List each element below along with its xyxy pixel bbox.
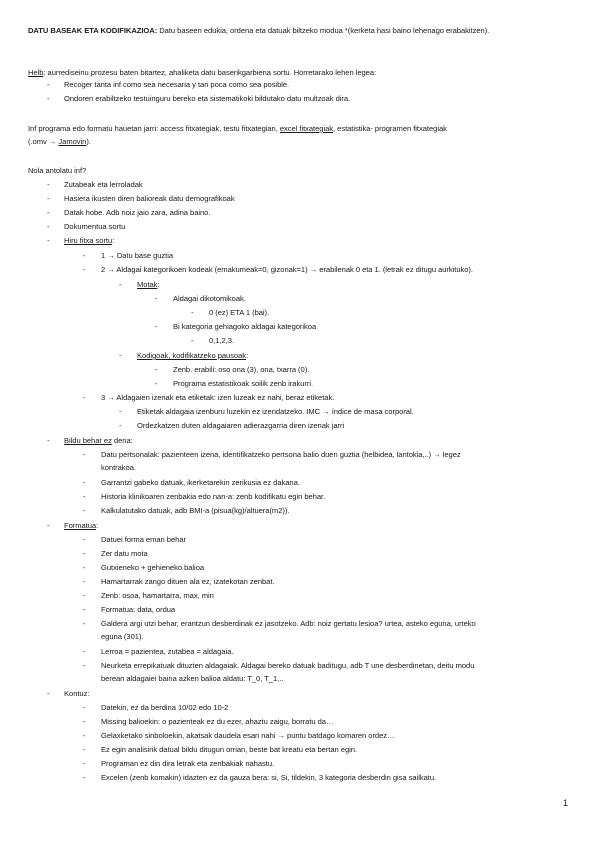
bullet-dash: - [83, 577, 86, 586]
bullet-dash: - [155, 294, 158, 303]
bullet-dash: - [47, 521, 50, 530]
bullet-dash: - [83, 265, 86, 274]
bullet-dash: - [47, 180, 50, 189]
bildu-label: Bildu behar ez [64, 436, 112, 445]
bullet-dash: - [83, 661, 86, 670]
helb-label: Helb [28, 68, 44, 77]
bildu-item: Garrantzi gabeko datuak, ikerketarekin zerikusia ez dakana. [101, 478, 300, 487]
bullet-dash: - [47, 94, 50, 103]
hiru-heading [64, 236, 114, 246]
bullet-dash: - [47, 80, 50, 89]
list-item: Datak hobe. Adb noiz jaio zara, adina baino. [64, 208, 211, 217]
bullet-dash: - [83, 759, 86, 768]
list-item: Zutabeak eta lerroladak [64, 180, 143, 189]
bullet-dash: - [83, 717, 86, 726]
bullet-dash: - [83, 450, 86, 459]
kontuz-item: Programan ez din dira letrak eta zenbakiak nahastu. [101, 759, 275, 768]
kodig-heading: Kodigoak, kodifikatzeko pausoak: [137, 351, 249, 360]
bikat-value: 0,1,2,3. [209, 336, 234, 345]
kodig-label: Kodigoak, kodifikatzeko pausoak [137, 351, 247, 360]
bullet-dash: - [83, 745, 86, 754]
doc-title-rest: Datu baseen edukia, ordena eta datuak biltzeko modua *(kerketa hasi baino lehenago erabakitzen). [157, 26, 490, 35]
bildu-item: Datu pertsonalak: pazienteen izena, identifikatzeko pertsona balio duen guztia (helbidea, lantokia,..) → legez [101, 450, 461, 459]
helb-text: : aurrediseinu prozesu baten bitartez, ahaliketa datu baserikgarbiena sortu. Horretarako lehen legea: [43, 68, 377, 77]
formatua-item: Lerroa = pazientea, zutabea = aldagaia. [101, 647, 234, 656]
bullet-dash: - [83, 563, 86, 572]
formatua-label: Formatua [64, 521, 97, 530]
bullet-dash: - [83, 393, 86, 402]
bullet-dash: - [83, 591, 86, 600]
bullet-dash: - [119, 407, 122, 416]
formatua-item: Datuei forma eman behar [101, 535, 186, 544]
bullet-dash: - [83, 251, 86, 260]
bildu-item: Historia klinikoaren zenbakia edo nan-a: zenb kodifikatu egin behar. [101, 492, 326, 501]
bullet-dash: - [191, 308, 194, 317]
bullet-dash: - [83, 605, 86, 614]
inf-text-b: , estatistika- programen fitxategiak [333, 124, 447, 133]
inf-text-a: Inf programa edo formatu hauetan jarri: access fitxategiak, testu fitxategian, [28, 124, 280, 133]
bullet-dash: - [155, 379, 158, 388]
formatua-item: Gutxieneko + gehieneko balioa [101, 563, 205, 572]
motak-label: Motak [137, 280, 158, 289]
bullet-dash: - [83, 492, 86, 501]
bildu-item-cont: kontrakoa. [101, 463, 136, 472]
bullet-dash: - [119, 351, 122, 360]
helb-item: Ondoren erabiltzeko testuinguru bereko eta sistematikoki bildutako datu multzoak dira. [64, 94, 351, 103]
motak-heading: Motak: [137, 280, 160, 289]
hiru-one: 1 → Datu base guztia [101, 251, 174, 260]
formatua-item: Hamartarrak zango dituen ala ez, izatekotan zenbat. [101, 577, 275, 586]
bullet-dash: - [83, 549, 86, 558]
bullet-dash: - [119, 421, 122, 430]
bullet-dash: - [155, 365, 158, 374]
bullet-dash: - [83, 506, 86, 515]
hiru-colon: : [112, 236, 115, 245]
bullet-dash: - [47, 436, 50, 445]
formatua-colon: : [96, 521, 99, 530]
kontuz-item: Datekin, ez da berdina 10/02 edo 10-2 [101, 703, 229, 712]
helb-line [28, 68, 376, 78]
list-item: Hasiera ikusten diren balioreak datu demografikoak [64, 194, 235, 203]
bullet-dash: - [47, 689, 50, 698]
formatua-item: Neurketa errepikatuak dituzten aldagaiak. Aldagai bereko datuak baditugu, adb T une desberdinetan, deitu modu [101, 661, 475, 670]
kontuz-item: Gelaxketako sinboloekin, akatsak daudela esan nahi → puntu batdago komaren ordez… [101, 731, 395, 740]
bullet-dash: - [83, 703, 86, 712]
kontuz-item: Missing balioekin: o pazienteak ez du ezer, ahaztu zaigu, borratu da… [101, 717, 334, 726]
bullet-dash: - [47, 208, 50, 217]
kodig-item: Zenb. erabili: oso ona (3), ona, txarra (0). [173, 365, 310, 374]
hiru-two: 2 → Aldagai kategorikoen kodeak (emakumeak=0, gizonak=1) → erabilenak 0 eta 1. (letrak ez ditugu aurkituko). [101, 265, 473, 274]
bullet-dash: - [83, 478, 86, 487]
etiketa-item: Etiketak aldagaia izenburu luzekin ez izendatzeko. IMC → índice de masa corporal. [137, 407, 414, 416]
kontuz-heading: Kontuz: [64, 689, 90, 698]
hiru-label: Hiru fitxa sortu [64, 236, 113, 245]
hiru-three: 3 → Aldagaien izenak eta etiketak: izen luzeak ez nahi, beraz etiketak. [101, 393, 335, 402]
formatua-item-cont: berean aldagaiei baina azken balioa aldatu: T_0, T_1,.. [101, 674, 284, 683]
nola-heading: Nola antolatu inf? [28, 166, 87, 175]
bikat-item: Bi kategoria gehiagoko aldagai kategorikoa [173, 322, 317, 331]
bildu-item: Kalkulatutako datuak, adb BMI-a (pisua(kg)/altuera(m2)). [101, 506, 290, 515]
kontuz-item: Ez egin analisirik datual bildu ditugun orrian, beste bat kreatu eta bertan egin. [101, 745, 357, 754]
bullet-dash: - [47, 236, 50, 245]
formatua-item: Zer datu mota [101, 549, 148, 558]
bildu-heading [64, 436, 133, 446]
bildu-rest: dena: [111, 436, 133, 445]
inf-line [28, 124, 447, 134]
formatua-item-cont: eguna (301). [101, 632, 144, 641]
doc-title-bold: DATU BASEAK ETA KODIFIKAZIOA: [28, 26, 158, 35]
doc-title [28, 25, 558, 37]
bullet-dash: - [83, 619, 86, 628]
etiketa-item: Ordezkatzen duten aldagaiaren adierazgarria diren izenak jarri [137, 421, 345, 430]
inf-text-c: (.omv → [28, 137, 59, 146]
bullet-dash: - [83, 535, 86, 544]
bullet-dash: - [83, 731, 86, 740]
dikot-value: 0 (ez) ETA 1 (bai). [209, 308, 270, 317]
page-number: 1 [562, 798, 568, 808]
inf-link-excel[interactable]: excel fitxategiak [279, 124, 334, 133]
inf-link-jamovi[interactable]: Jamovin [58, 137, 87, 146]
kodig-item: Programa estatistikoak soilik zenb irakurri. [173, 379, 314, 388]
bullet-dash: - [191, 336, 194, 345]
bullet-dash: - [119, 280, 122, 289]
bullet-dash: - [83, 647, 86, 656]
formatua-item: Galdera argi utzi behar, erantzun desberdinak ez jasotzeko. Adb: noiz gertatu lesioa? urtea, asteko eguna, urteko [101, 619, 476, 628]
bullet-dash: - [83, 773, 86, 782]
bullet-dash: - [155, 322, 158, 331]
formatua-item: Zenb: osoa, hamartarra, max, min [101, 591, 214, 600]
helb-item: Recoger tanta inf como sea necesaria y tan poca como sea posible. [64, 80, 290, 89]
kontuz-item: Excelen (zenb komakin) idazten ez da gauza bera: si, Si, tildekin, 3 kategoria desberdin gisa sailkatu. [101, 773, 437, 782]
list-item: Dokumentua sortu [64, 222, 126, 231]
formatua-item: Formatua: data, ordua [101, 605, 176, 614]
dikot-item: Aldagai dikotomikoak. [173, 294, 246, 303]
inf-line-2 [28, 137, 91, 147]
formatua-heading [64, 521, 98, 531]
bullet-dash: - [47, 194, 50, 203]
inf-text-d: ). [86, 137, 91, 146]
bullet-dash: - [47, 222, 50, 231]
